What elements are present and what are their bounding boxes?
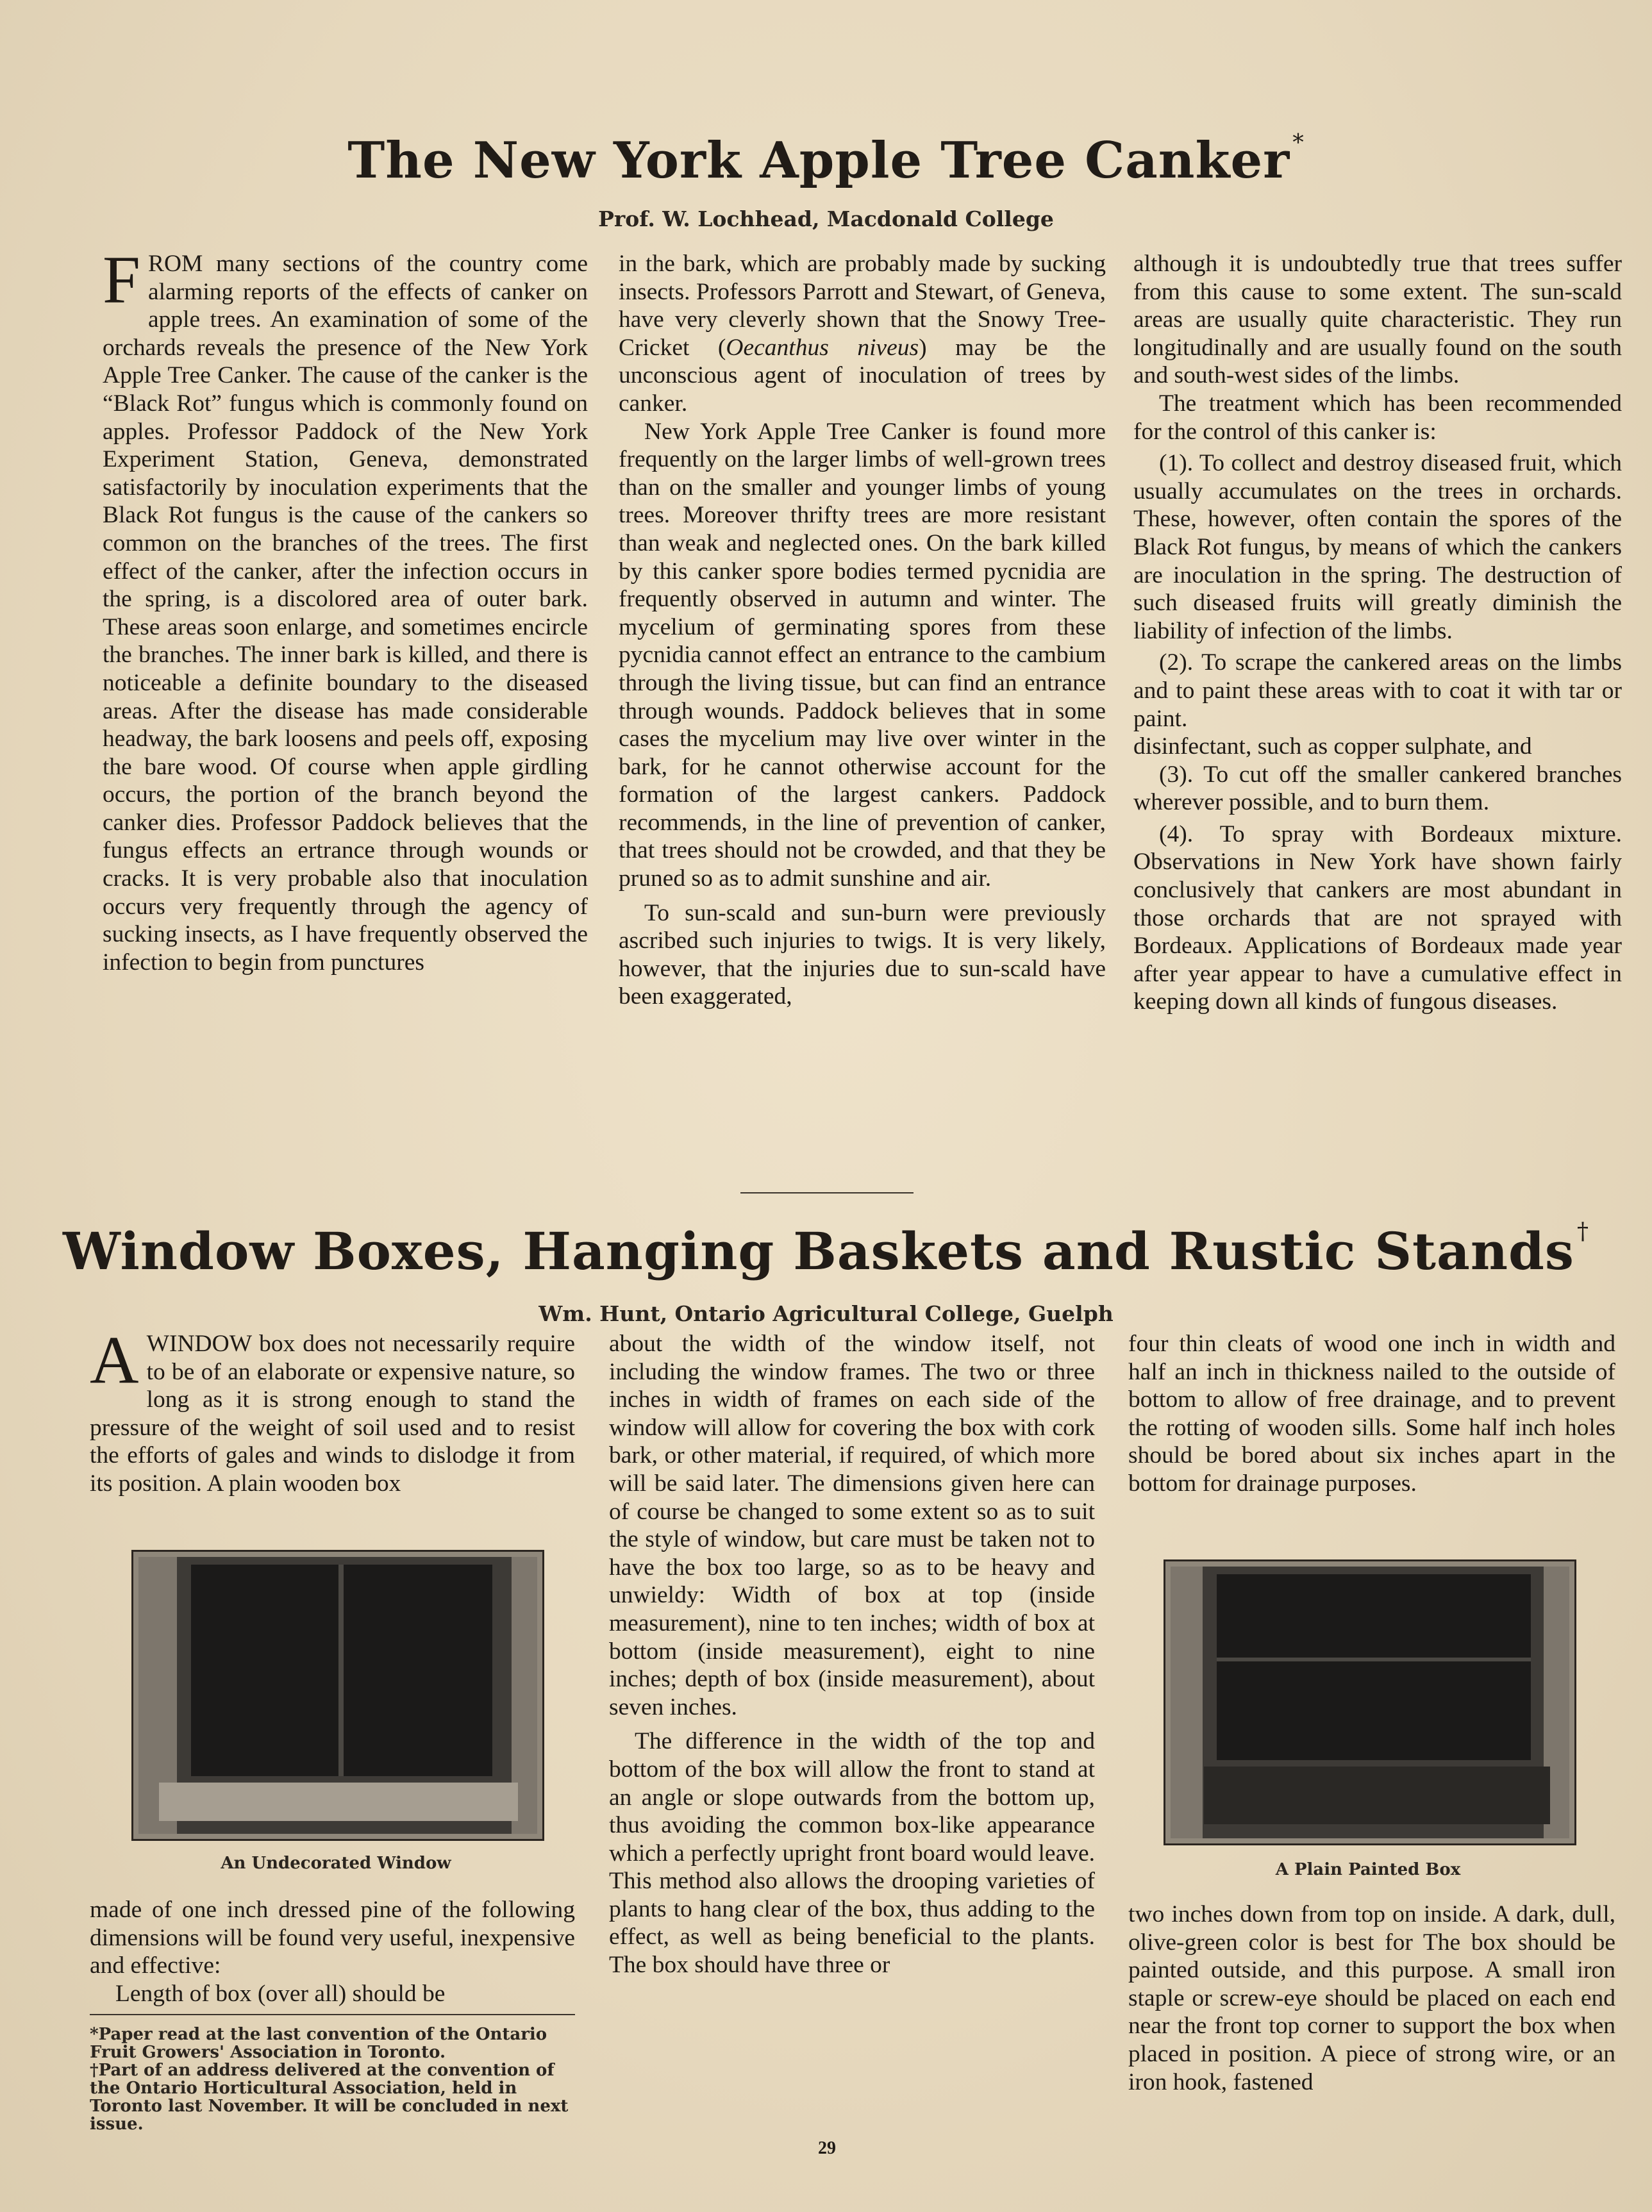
article-2-para: The difference in the width of the top and bottom of the box will allow the front to stand at an angle or slope outwards from the bottom up, thus avoiding the common box-like appearance which a perfectly upright front board would leave. This method also allows the drooping varieties of plants to hang clear of the box, thus adding to the effect, as well as being beneficial to the plants. The box should have three or — [609, 1728, 1095, 1979]
article-1-para: The treatment which has been recommended for the control of this canker is: — [1133, 390, 1622, 445]
article-2-para: about the width of the window itself, not including the window frames. The two or three inches in width of frames on each side of the window will allow for covering the box with cork bark, or other material, if required, of which more will be said later. The dimensions given here can of course be changed to some extent so as to suit the style of window, but care must be taken not to have the box too large, so as to be heavy and unwieldy: Width of box at top (inside measurement), nine to ten inches; width of box at bottom (inside measurement), eight to nine inches; depth of box (inside measurement), about seven inches. — [609, 1331, 1095, 1720]
page-number: 29 — [818, 2138, 836, 2158]
article-2-para: two inches down from top on inside. A dark, dull, olive-green color is best for The box should be painted outside, and this purpose. A small iron staple or screw-eye should be placed on each end near the front top corner to support the box when placed in position. A piece of strong wire, or an iron hook, fastened — [1128, 1901, 1615, 2095]
footnote-2: †Part of an address delivered at the convention of the Ontario Horticultural Association, held in Toronto last November. It will be concluded in next issue. — [90, 2061, 569, 2134]
window-frame-bar — [1217, 1658, 1531, 1661]
wall-left — [1171, 1567, 1203, 1838]
article-2-title-text: Window Boxes, Hanging Baskets and Rustic Stands — [63, 1221, 1574, 1281]
article-1-col2-text: in the bark, which are probably made by sucking insects. Professors Parrott and Stewart, of Geneva, have very cleverly shown that the Snowy Tree-Cricket ( — [619, 251, 1106, 361]
article-1-para: disinfectant, such as copper sulphate, and — [1133, 733, 1532, 760]
article-1-column-1 — [103, 242, 588, 976]
article-1-title-mark: * — [1292, 129, 1305, 156]
window-box — [1204, 1767, 1550, 1824]
article-2-column-3 — [1128, 1330, 1615, 1498]
plain-painted-box-photo — [1164, 1559, 1576, 1845]
window-sill — [159, 1783, 518, 1821]
article-2-para — [90, 1322, 575, 1498]
figure-caption-undecorated-window: An Undecorated Window — [221, 1854, 451, 1873]
article-2-byline: Wm. Hunt, Ontario Agricultural College, Guelph — [538, 1301, 1114, 1326]
treatment-item-3: (3). To cut off the smaller cankered branches wherever possible, and to burn them. — [1133, 761, 1622, 816]
article-1-para — [619, 250, 1106, 418]
article-2-title-mark: † — [1576, 1218, 1589, 1245]
footnote-rule — [90, 2014, 575, 2015]
article-2-para: made of one inch dressed pine of the following dimensions will be found very useful, inexpensive and effective: — [90, 1897, 575, 1979]
figure-caption-plain-painted-box: A Plain Painted Box — [1275, 1860, 1461, 1879]
window-glass — [1217, 1574, 1531, 1760]
footnotes — [90, 2025, 575, 2133]
window-frame-bar — [338, 1565, 344, 1776]
article-1-title — [0, 131, 1652, 190]
article-2-title — [0, 1218, 1652, 1281]
article-1-col2-text: ) may be the unconscious agent of inoculation of trees by canker. — [619, 334, 1106, 417]
drop-cap: F — [103, 242, 140, 317]
article-1-column-2 — [619, 250, 1106, 1011]
undecorated-window-photo — [131, 1550, 544, 1841]
article-1-para: although it is undoubtedly true that trees suffer from this cause to some extent. The sun-scald areas are usually quite characteristic. They run longitudinally and are usually found on the south and south-west sides of the limbs. — [1133, 251, 1622, 389]
treatment-item-4: (4). To spray with Bordeaux mixture. Observations in New York have shown fairly conclusively that cankers are most abundant in those orchards that are not sprayed with Bordeaux. Applications of Bordeaux made year after year appear to have a cumulative effect in keeping down all kinds of fungous diseases. — [1133, 820, 1622, 1015]
article-2-para: four thin cleats of wood one inch in width and half an inch in thickness nailed to the outside of bottom to allow of free drainage, and to prevent the rotting of wooden sills. Some half inch holes should be bored about six inches apart in the bottom for drainage purposes. — [1128, 1331, 1615, 1497]
treatment-item-1: (1). To collect and destroy diseased fruit, which usually accumulates on the trees in orchards. These, however, often contain the spores of the Black Rot fungus, by means of which the cankers are inoculation in the spring. The destruction of such diseased fruits will greatly diminish the liability of infection of the limbs. — [1133, 450, 1622, 644]
article-1-para — [103, 242, 588, 976]
footnote-1: *Paper read at the last convention of the Ontario Fruit Growers' Association in Toronto. — [90, 2025, 547, 2062]
article-1-para: New York Apple Tree Canker is found more frequently on the larger limbs of well-grown trees than on the smaller and younger limbs of young trees. Moreover thrifty trees are more resistant than weak and neglected ones. On the bark killed by this canker spore bodies termed pycnidia are frequently observed in autumn and winter. The mycelium of germinating spores from these pycnidia cannot effect an entrance to the cambium through the living tissue, but can find an entrance through wounds. Paddock believes that in some cases the mycelium may live over winter in the bark, for he cannot otherwise account for the formation of the largest cankers. Paddock recommends, in the line of prevention of canker, that trees should not be crowded, and that they be pruned so as to admit sunshine and air. — [619, 418, 1106, 892]
drop-cap: A — [90, 1322, 139, 1397]
article-1-column-3 — [1133, 250, 1622, 1016]
article-1-col1-text: ROM many sections of the country come alarming reports of the effects of canker on apple trees. An examination of some of the orchards reveals the presence of the New York Apple Tree Canker. The cause of the canker is the “Black Rot” fungus which is commonly found on apples. Professor Paddock of the New York Experiment Station, Geneva, demonstrated satisfactorily by inoculation experiments that the Black Rot fungus is the cause of the cankers so common on the branches of the trees. The first effect of the canker, after the infection occurs in the spring, is a discolored area of outer bark. These areas soon enlarge, and sometimes encircle the branches. The inner bark is killed, and there is noticeable a definite boundary to the diseased areas. After the disease has made considerable headway, the bark loosens and peels off, exposing the bare wood. Of course when apple girdling occurs, the portion of the branch beyond the canker dies. Professor Paddock believes that the fungus effects an ertrance through wounds or cracks. It is very probable also that inoculation occurs very frequently through the agency of sucking insects, as I have frequently observed the infection to begin from punctures — [103, 251, 588, 976]
article-2-column-2 — [609, 1330, 1095, 1979]
article-1-title-text: The New York Apple Tree Canker — [347, 131, 1290, 190]
section-divider — [740, 1192, 914, 1193]
article-2-para: Length of box (over all) should be — [115, 1980, 446, 2007]
article-2-col1-text: WINDOW box does not necessarily require to be of an elaborate or expensive nature, so long as it is strong enough to stand the pressure of the weight of soil used and to resist the efforts of gales and winds to dislodge it from its position. A plain wooden box — [90, 1331, 575, 1497]
article-2-column-3-cont — [1128, 1900, 1615, 2096]
treatment-item-2: (2). To scrape the cankered areas on the limbs and to paint these areas with to coat it with tar or paint. — [1133, 649, 1622, 732]
article-1-byline: Prof. W. Lochhead, Macdonald College — [598, 206, 1054, 231]
article-1-para: To sun-scald and sun-burn were previously ascribed such injuries to twigs. It is very likely, however, that the injuries due to sun-scald have been exaggerated, — [619, 899, 1106, 1010]
species-name: Oecanthus niveus — [726, 334, 919, 361]
article-2-column-1 — [90, 1322, 575, 1498]
article-2-column-1-cont — [90, 1896, 575, 2008]
